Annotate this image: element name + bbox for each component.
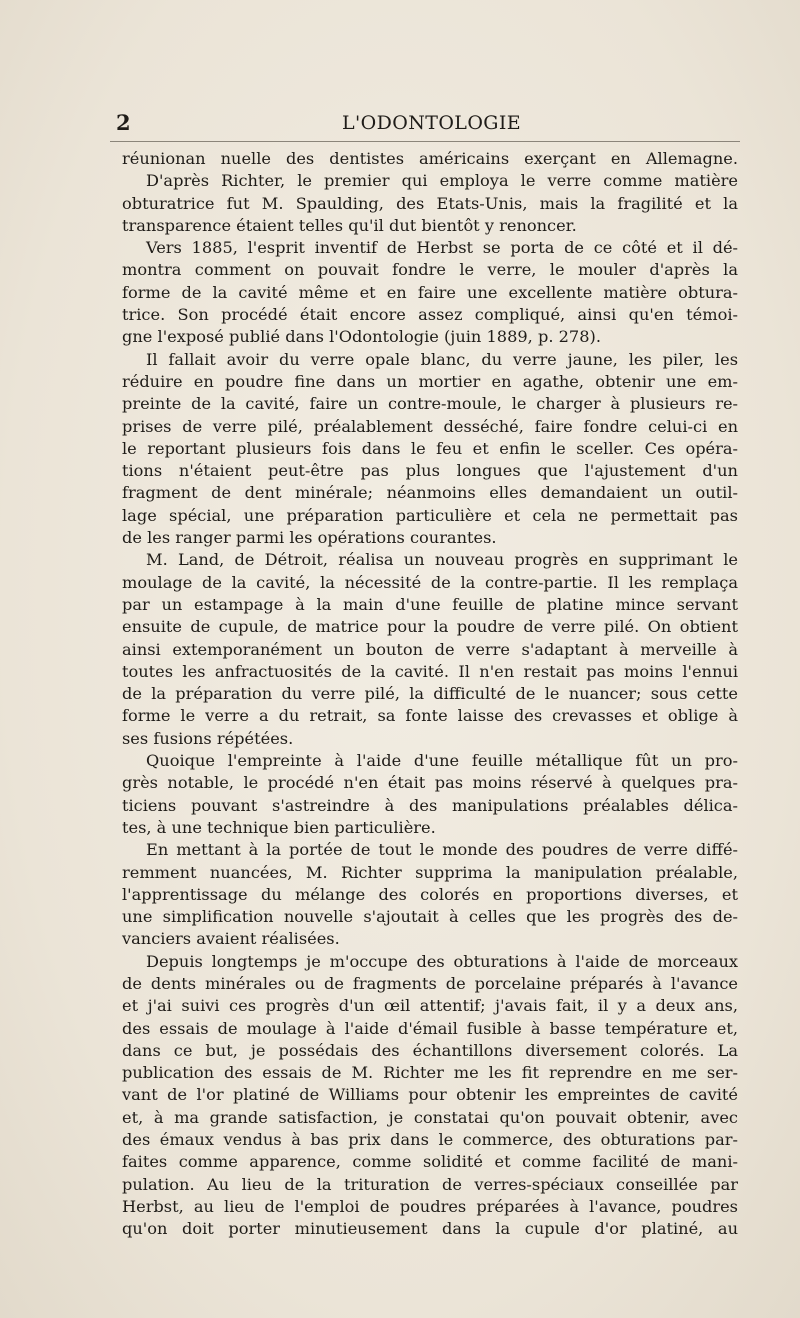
text-line: de les ranger parmi les opérations courantes.	[122, 528, 497, 548]
text-line: fragment de dent minérale; néanmoins elles demandaient un outil-	[122, 483, 738, 503]
text-line: de la préparation du verre pilé, la difficulté de le nuancer; sous cette	[122, 684, 738, 704]
text-line: Depuis longtemps je m'occupe des obturations à l'aide de morceaux	[146, 951, 738, 971]
text-line: ticiens pouvant s'astreindre à des manipulations préalables délica-	[122, 795, 738, 815]
text-line: gne l'exposé publié dans l'Odontologie (juin 1889, p. 278).	[122, 327, 601, 347]
text-line: l'apprentissage du mélange des colorés en proportions diverses, et	[122, 884, 738, 904]
text-line: une simplification nouvelle s'ajoutait à celles que les progrès des de-	[122, 907, 738, 927]
text-line: forme de la cavité même et en faire une excellente matière obtura-	[122, 282, 738, 302]
text-line: publication des essais de M. Richter me les fit reprendre en me ser-	[122, 1063, 738, 1083]
text-line: Il fallait avoir du verre opale blanc, du verre jaune, les piler, les	[146, 349, 738, 369]
text-line: M. Land, de Détroit, réalisa un nouveau progrès en supprimant le	[146, 550, 738, 570]
text-line: prises de verre pilé, préalablement desséché, faire fondre celui-ci en	[122, 416, 738, 436]
text-line: vant de l'or platiné de Williams pour obtenir les empreintes de cavité	[122, 1085, 738, 1105]
text-line: et j'ai suivi ces progrès d'un œil attentif; j'avais fait, il y a deux ans,	[122, 996, 738, 1016]
text-line: Herbst, au lieu de l'emploi de poudres préparées à l'avance, poudres	[122, 1196, 738, 1216]
text-line: des essais de moulage à l'aide d'émail fusible à basse température et,	[122, 1018, 738, 1038]
text-line: qu'on doit porter minutieusement dans la cupule d'or platiné, au	[122, 1219, 738, 1239]
text-line: dans ce but, je possédais des échantillons diversement colorés. La	[122, 1040, 738, 1060]
text-line: transparence étaient telles qu'il dut bientôt y renoncer.	[122, 215, 577, 235]
text-line: toutes les anfractuosités de la cavité. Il n'en restait pas moins l'ennui	[122, 661, 738, 681]
text-line: réduire en poudre fine dans un mortier en agathe, obtenir une em-	[122, 371, 738, 391]
text-line: ensuite de cupule, de matrice pour la poudre de verre pilé. On obtient	[122, 617, 738, 637]
text-line: preinte de la cavité, faire un contre-moule, le charger à plusieurs re-	[122, 394, 738, 414]
text-line: des émaux vendus à bas prix dans le commerce, des obturations par-	[122, 1130, 738, 1150]
text-line: ses fusions répétées.	[122, 728, 294, 748]
running-head: L'ODONTOLOGIE	[342, 112, 522, 134]
text-line: tions n'étaient peut-être pas plus longues que l'ajustement d'un	[122, 461, 738, 481]
text-line: faites comme apparence, comme solidité et comme facilité de mani-	[122, 1152, 738, 1172]
body-text	[122, 148, 738, 1241]
text-line: lage spécial, une préparation particulière et cela ne permettait pas	[122, 505, 738, 525]
page-header	[110, 108, 740, 144]
page-number: 2	[116, 110, 131, 135]
text-line: de dents minérales ou de fragments de porcelaine préparés à l'avance	[122, 973, 738, 993]
text-line: En mettant à la portée de tout le monde des poudres de verre diffé-	[146, 840, 738, 860]
text-line: trice. Son procédé était encore assez compliqué, ainsi qu'en témoi-	[122, 305, 738, 325]
header-rule	[110, 141, 740, 142]
text-line: forme le verre a du retrait, sa fonte laisse des crevasses et oblige à	[122, 706, 738, 726]
text-line: moulage de la cavité, la nécessité de la contre-partie. Il les remplaça	[122, 572, 738, 592]
text-line: tes, à une technique bien particulière.	[122, 817, 436, 837]
text-line: le reportant plusieurs fois dans le feu et enfin le sceller. Ces opéra-	[122, 438, 738, 458]
text-line: obturatrice fut M. Spaulding, des Etats-Unis, mais la fragilité et la	[122, 193, 738, 213]
text-line: vanciers avaient réalisées.	[122, 929, 340, 949]
text-line: montra comment on pouvait fondre le verre, le mouler d'après la	[122, 260, 738, 280]
text-line: grès notable, le procédé n'en était pas moins réservé à quelques pra-	[122, 773, 738, 793]
text-line: D'après Richter, le premier qui employa le verre comme matière	[146, 171, 738, 191]
text-line: Quoique l'empreinte à l'aide d'une feuille métallique fût un pro-	[146, 751, 738, 771]
text-line: remment nuancées, M. Richter supprima la manipulation préalable,	[122, 862, 738, 882]
text-line: ainsi extemporanément un bouton de verre s'adaptant à merveille à	[122, 639, 738, 659]
text-line: et, à ma grande satisfaction, je constatai qu'on pouvait obtenir, avec	[122, 1107, 738, 1127]
text-line: par un estampage à la main d'une feuille de platine mince servant	[122, 594, 738, 614]
text-line: réunionan nuelle des dentistes américains exerçant en Allemagne.	[122, 149, 738, 168]
text-line: Vers 1885, l'esprit inventif de Herbst se porta de ce côté et il dé-	[146, 238, 738, 258]
text-line: pulation. Au lieu de la trituration de verres-spéciaux conseillée par	[122, 1174, 738, 1194]
